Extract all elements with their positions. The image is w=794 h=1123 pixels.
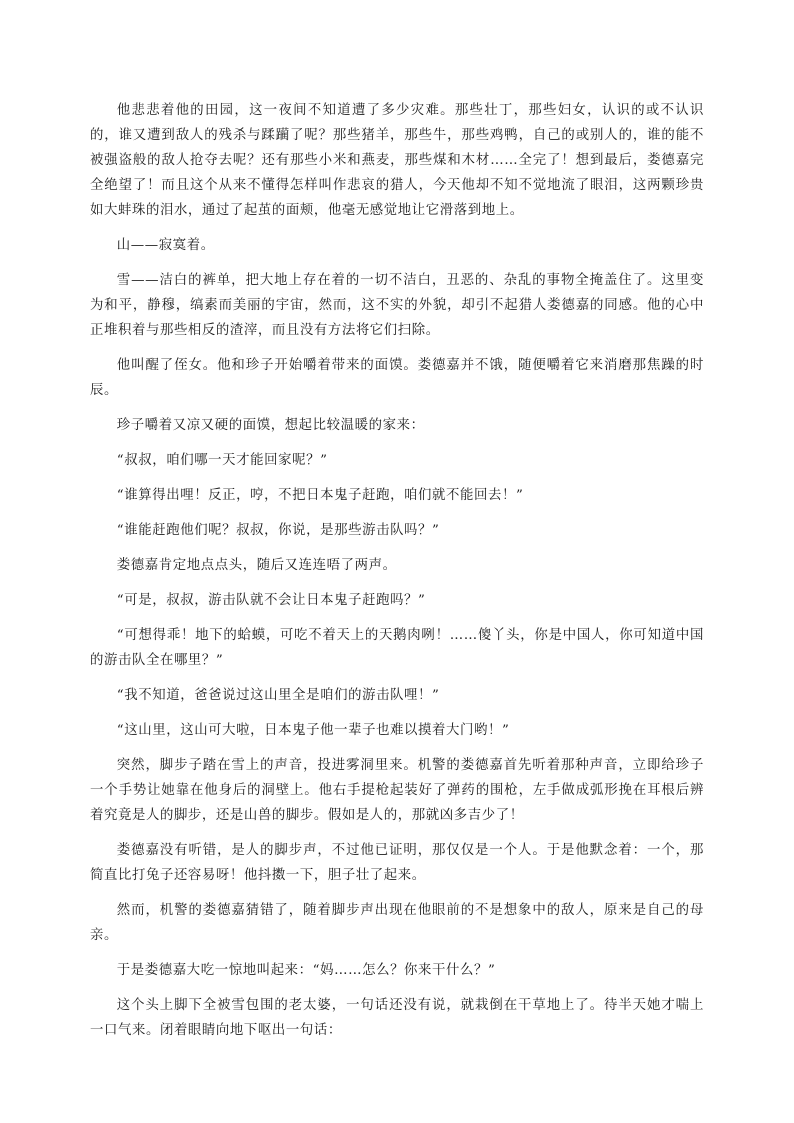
paragraph: 娄德嘉肯定地点点头，随后又连连唔了两声。 [116,558,397,573]
paragraph: 雪——洁白的裤单，把大地上存在着的一切不洁白，丑恶的、杂乱的事物全掩盖住了。这里变为和平，静穆，缟素而美丽的宇宙，然而，这不实的外貌，却引不起猎人娄德嘉的同感。他的心中正堆积着与那些相反的渣滓，而且没有方法将它们扫除。 [90,273,704,338]
paragraph: 他叫醒了侄女。他和珍子开始嚼着带来的面馍。娄德嘉并不饿，随便嚼着它来消磨那焦躁的时辰。 [90,358,704,398]
paragraph: 于是娄德嘉大吃一惊地叫起来：“妈……怎么？你来干什么？” [116,963,496,978]
paragraph: 突然，脚步子踏在雪上的声音，投进雾洞里来。机警的娄德嘉首先听着那种声音，立即给珍子一个手势让她靠在他身后的洞壁上。他右手提枪起装好了弹药的围枪，左手做成弧形挽在耳根后辨着究竟是人的脚步，还是山兽的脚步。假如是人的，那就凶多吉少了！ [90,758,704,823]
dialogue-line: “这山里，这山可大啦，日本鬼子他一辈子也难以摸着大门哟！” [116,723,510,738]
dialogue-line: “可是，叔叔，游击队就不会让日本鬼子赶跑吗？” [116,593,426,608]
dialogue-line: “叔叔，咱们哪一天才能回家呢？” [116,453,328,468]
dialogue-line: “谁算得出哩！反正，哼，不把日本鬼子赶跑，咱们就不能回去！” [116,488,524,503]
paragraph: 他悲悲着他的田园，这一夜间不知道遭了多少灾难。那些壮丁，那些妇女，认识的或不认识的，谁又遭到敌人的残杀与蹂躏了呢？那些猪羊，那些牛，那些鸡鸭，自己的或别人的，谁的能不被强盗般的敌人抢夺去呢？还有那些小米和燕麦，那些煤和木材……全完了！想到最后，娄德嘉完全绝望了！而且这个从来不懂得怎样叫作悲哀的猎人，今天他却不知不觉地流了眼泪，这两颗珍贵如大蚌珠的泪水，通过了起茧的面颊，他毫无感觉地让它滑落到地上。 [90,103,704,218]
paragraph: 这个头上脚下全被雪包围的老太婆，一句话还没有说，就栽倒在干草地上了。待半天她才喘上一口气来。闭着眼睛向地下呕出一句话： [90,998,704,1038]
paragraph: 娄德嘉没有听错，是人的脚步声，不过他已证明，那仅仅是一个人。于是他默念着：一个，那简直比打兔子还容易呀！他抖擞一下，胆子壮了起来。 [90,843,704,883]
paragraph: 然而，机警的娄德嘉猜错了，随着脚步声出现在他眼前的不是想象中的敌人，原来是自己的母亲。 [90,903,704,943]
dialogue-line: “可想得乖！地下的蛤蟆，可吃不着天上的天鹅肉咧！……傻丫头，你是中国人，你可知道中国的游击队全在哪里？” [90,628,704,668]
paragraph: 珍子嚼着又凉又硬的面馍，想起比较温暖的家来： [116,418,425,433]
paragraph: 山——寂寞着。 [116,238,215,253]
dialogue-line: “谁能赶跑他们呢？叔叔，你说，是那些游击队吗？” [116,523,440,538]
dialogue-line: “我不知道，爸爸说过这山里全是咱们的游击队哩！” [116,688,440,703]
